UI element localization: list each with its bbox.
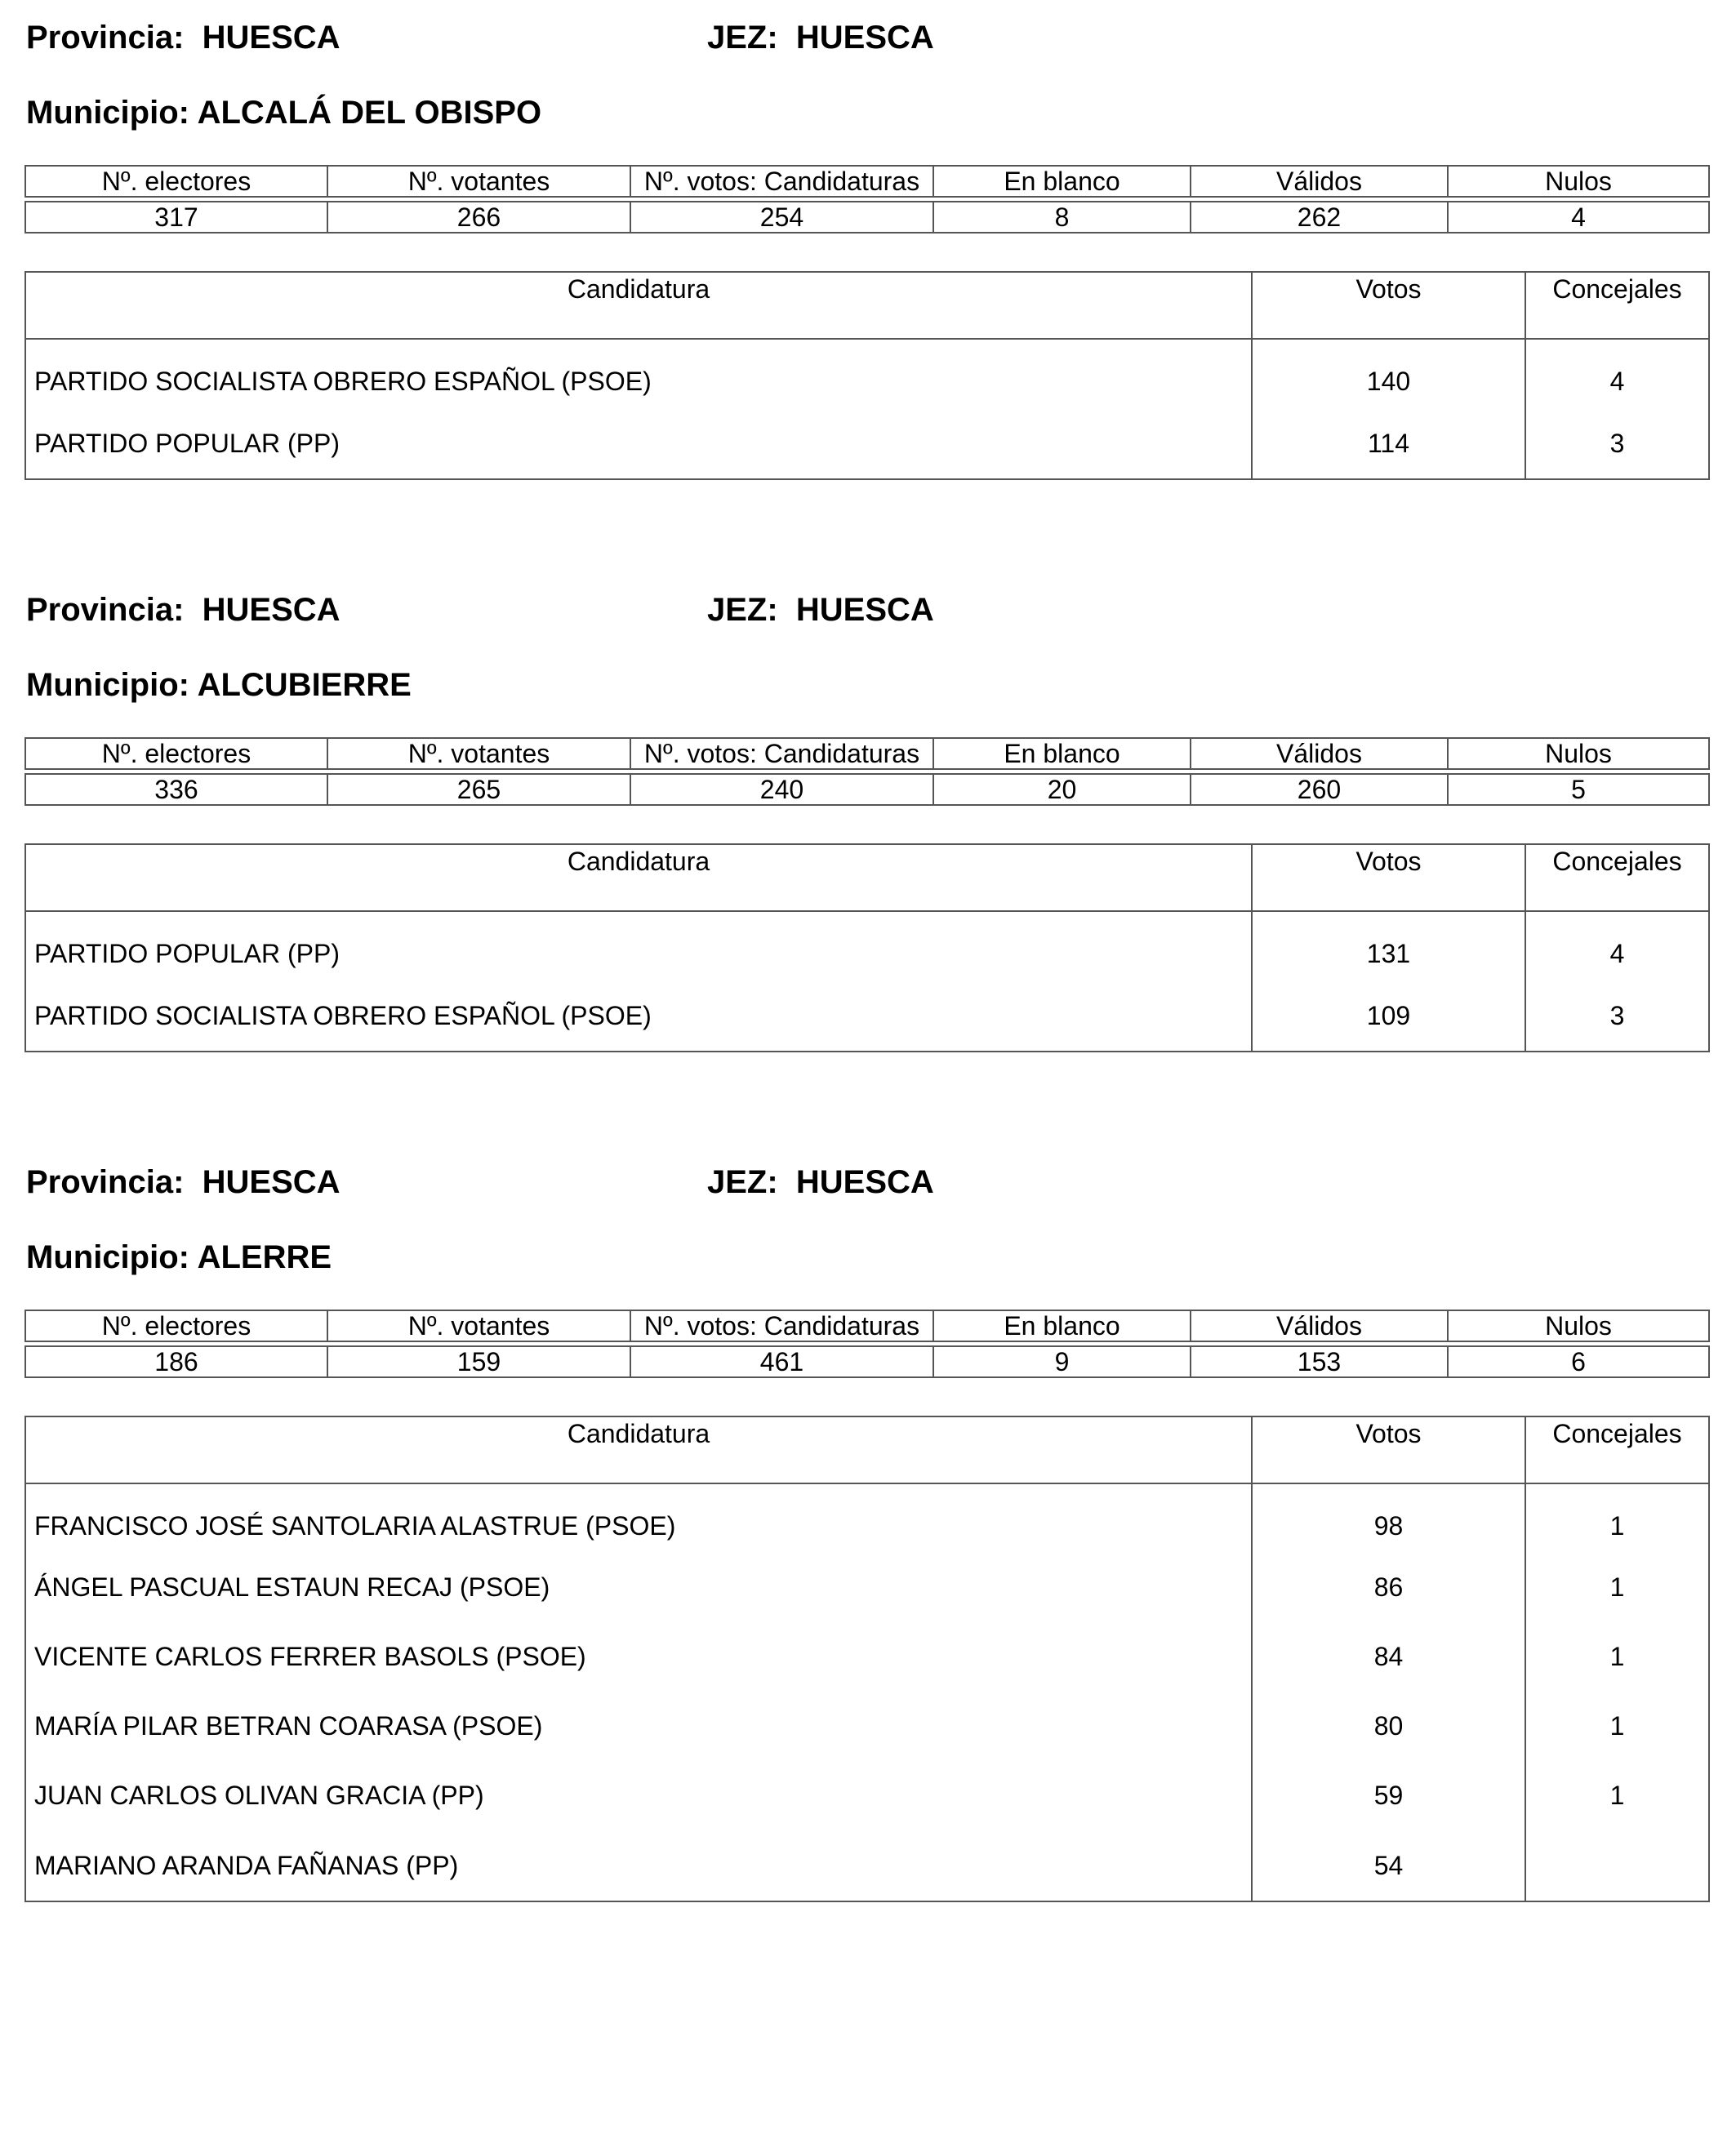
stats-value-row — [25, 202, 1709, 233]
table-row — [25, 911, 1709, 981]
stats-header: Nº. electores — [25, 166, 327, 197]
jez-label: JEZ: HUESCA — [707, 1164, 934, 1200]
provincia-label: Provincia: HUESCA — [26, 1164, 341, 1200]
stats-header: Nº. votantes — [327, 1310, 630, 1341]
candidatura-table — [24, 843, 1710, 1052]
stats-value: 8 — [933, 202, 1191, 233]
votos-header: Votos — [1252, 1416, 1525, 1483]
candidatura-name: PARTIDO POPULAR (PP) — [25, 408, 1252, 479]
stats-header-row — [25, 1310, 1709, 1341]
jez-label: JEZ: HUESCA — [707, 592, 934, 628]
stats-header: Nulos — [1448, 1310, 1709, 1341]
stats-header: Válidos — [1191, 166, 1448, 197]
stats-header: Nº. votantes — [327, 738, 630, 769]
votos-value: 98 — [1252, 1483, 1525, 1553]
concejales-header: Concejales — [1525, 1416, 1709, 1483]
table-row — [25, 1830, 1709, 1901]
candidatura-header-row — [25, 272, 1709, 339]
stats-value-row — [25, 1346, 1709, 1377]
votos-value: 86 — [1252, 1553, 1525, 1622]
stats-header: Nº. votos: Candidaturas — [630, 166, 933, 197]
municipio-label: Municipio: ALCUBIERRE — [26, 667, 412, 703]
stats-value: 265 — [327, 774, 630, 805]
stats-header: Válidos — [1191, 1310, 1448, 1341]
stats-value: 240 — [630, 774, 933, 805]
stats-value: 4 — [1448, 202, 1709, 233]
candidatura-name: JUAN CARLOS OLIVAN GRACIA (PP) — [25, 1761, 1252, 1830]
stats-value: 461 — [630, 1346, 933, 1377]
table-row — [25, 408, 1709, 479]
stats-header-row — [25, 166, 1709, 197]
table-row — [25, 339, 1709, 408]
votos-value: 84 — [1252, 1622, 1525, 1692]
stats-header: Nulos — [1448, 166, 1709, 197]
table-row — [25, 1553, 1709, 1622]
votos-value: 80 — [1252, 1692, 1525, 1761]
stats-header: En blanco — [933, 738, 1191, 769]
votos-value: 109 — [1252, 981, 1525, 1052]
votos-value: 54 — [1252, 1830, 1525, 1901]
stats-table — [24, 1310, 1710, 1342]
stats-header-row — [25, 738, 1709, 769]
candidatura-header-row — [25, 1416, 1709, 1483]
concejales-value: 1 — [1525, 1483, 1709, 1553]
concejales-value: 3 — [1525, 981, 1709, 1052]
stats-table — [24, 165, 1710, 198]
concejales-header: Concejales — [1525, 844, 1709, 911]
stats-values-table — [24, 773, 1710, 806]
candidatura-name: PARTIDO SOCIALISTA OBRERO ESPAÑOL (PSOE) — [25, 339, 1252, 408]
votos-header: Votos — [1252, 272, 1525, 339]
stats-value: 9 — [933, 1346, 1191, 1377]
stats-value: 186 — [25, 1346, 327, 1377]
concejales-value: 1 — [1525, 1553, 1709, 1622]
votos-value: 59 — [1252, 1761, 1525, 1830]
stats-header: Nº. votos: Candidaturas — [630, 1310, 933, 1341]
stats-value: 254 — [630, 202, 933, 233]
candidatura-name: MARÍA PILAR BETRAN COARASA (PSOE) — [25, 1692, 1252, 1761]
stats-value: 159 — [327, 1346, 630, 1377]
candidatura-table — [24, 271, 1710, 480]
jez-label: JEZ: HUESCA — [707, 20, 934, 56]
stats-value: 153 — [1191, 1346, 1448, 1377]
candidatura-name: PARTIDO SOCIALISTA OBRERO ESPAÑOL (PSOE) — [25, 981, 1252, 1052]
candidatura-name: MARIANO ARANDA FAÑANAS (PP) — [25, 1830, 1252, 1901]
stats-header: Nº. votos: Candidaturas — [630, 738, 933, 769]
table-row — [25, 981, 1709, 1052]
concejales-header: Concejales — [1525, 272, 1709, 339]
concejales-value: 4 — [1525, 911, 1709, 981]
candidatura-name: VICENTE CARLOS FERRER BASOLS (PSOE) — [25, 1622, 1252, 1692]
table-row — [25, 1761, 1709, 1830]
stats-value: 336 — [25, 774, 327, 805]
concejales-value: 1 — [1525, 1761, 1709, 1830]
stats-value: 6 — [1448, 1346, 1709, 1377]
stats-header: En blanco — [933, 1310, 1191, 1341]
votos-value: 114 — [1252, 408, 1525, 479]
municipio-label: Municipio: ALCALÁ DEL OBISPO — [26, 95, 542, 131]
stats-value: 266 — [327, 202, 630, 233]
votos-value: 140 — [1252, 339, 1525, 408]
stats-table — [24, 737, 1710, 770]
candidatura-header: Candidatura — [25, 272, 1252, 339]
stats-header: Nulos — [1448, 738, 1709, 769]
candidatura-table — [24, 1416, 1710, 1902]
provincia-label: Provincia: HUESCA — [26, 20, 341, 56]
concejales-value — [1525, 1830, 1709, 1901]
candidatura-name: FRANCISCO JOSÉ SANTOLARIA ALASTRUE (PSOE) — [25, 1483, 1252, 1553]
candidatura-header: Candidatura — [25, 844, 1252, 911]
concejales-value: 3 — [1525, 408, 1709, 479]
stats-value: 262 — [1191, 202, 1448, 233]
stats-header: Válidos — [1191, 738, 1448, 769]
candidatura-name: PARTIDO POPULAR (PP) — [25, 911, 1252, 981]
stats-header: En blanco — [933, 166, 1191, 197]
votos-header: Votos — [1252, 844, 1525, 911]
stats-header: Nº. electores — [25, 738, 327, 769]
stats-header: Nº. electores — [25, 1310, 327, 1341]
table-row — [25, 1622, 1709, 1692]
provincia-label: Provincia: HUESCA — [26, 592, 341, 628]
municipio-label: Municipio: ALERRE — [26, 1239, 332, 1275]
concejales-value: 4 — [1525, 339, 1709, 408]
table-row — [25, 1692, 1709, 1761]
stats-value: 5 — [1448, 774, 1709, 805]
stats-values-table — [24, 1345, 1710, 1378]
concejales-value: 1 — [1525, 1692, 1709, 1761]
stats-value: 260 — [1191, 774, 1448, 805]
candidatura-name: ÁNGEL PASCUAL ESTAUN RECAJ (PSOE) — [25, 1553, 1252, 1622]
stats-header: Nº. votantes — [327, 166, 630, 197]
votos-value: 131 — [1252, 911, 1525, 981]
stats-value: 20 — [933, 774, 1191, 805]
concejales-value: 1 — [1525, 1622, 1709, 1692]
table-row — [25, 1483, 1709, 1553]
stats-values-table — [24, 201, 1710, 233]
stats-value-row — [25, 774, 1709, 805]
stats-value: 317 — [25, 202, 327, 233]
candidatura-header-row — [25, 844, 1709, 911]
candidatura-header: Candidatura — [25, 1416, 1252, 1483]
